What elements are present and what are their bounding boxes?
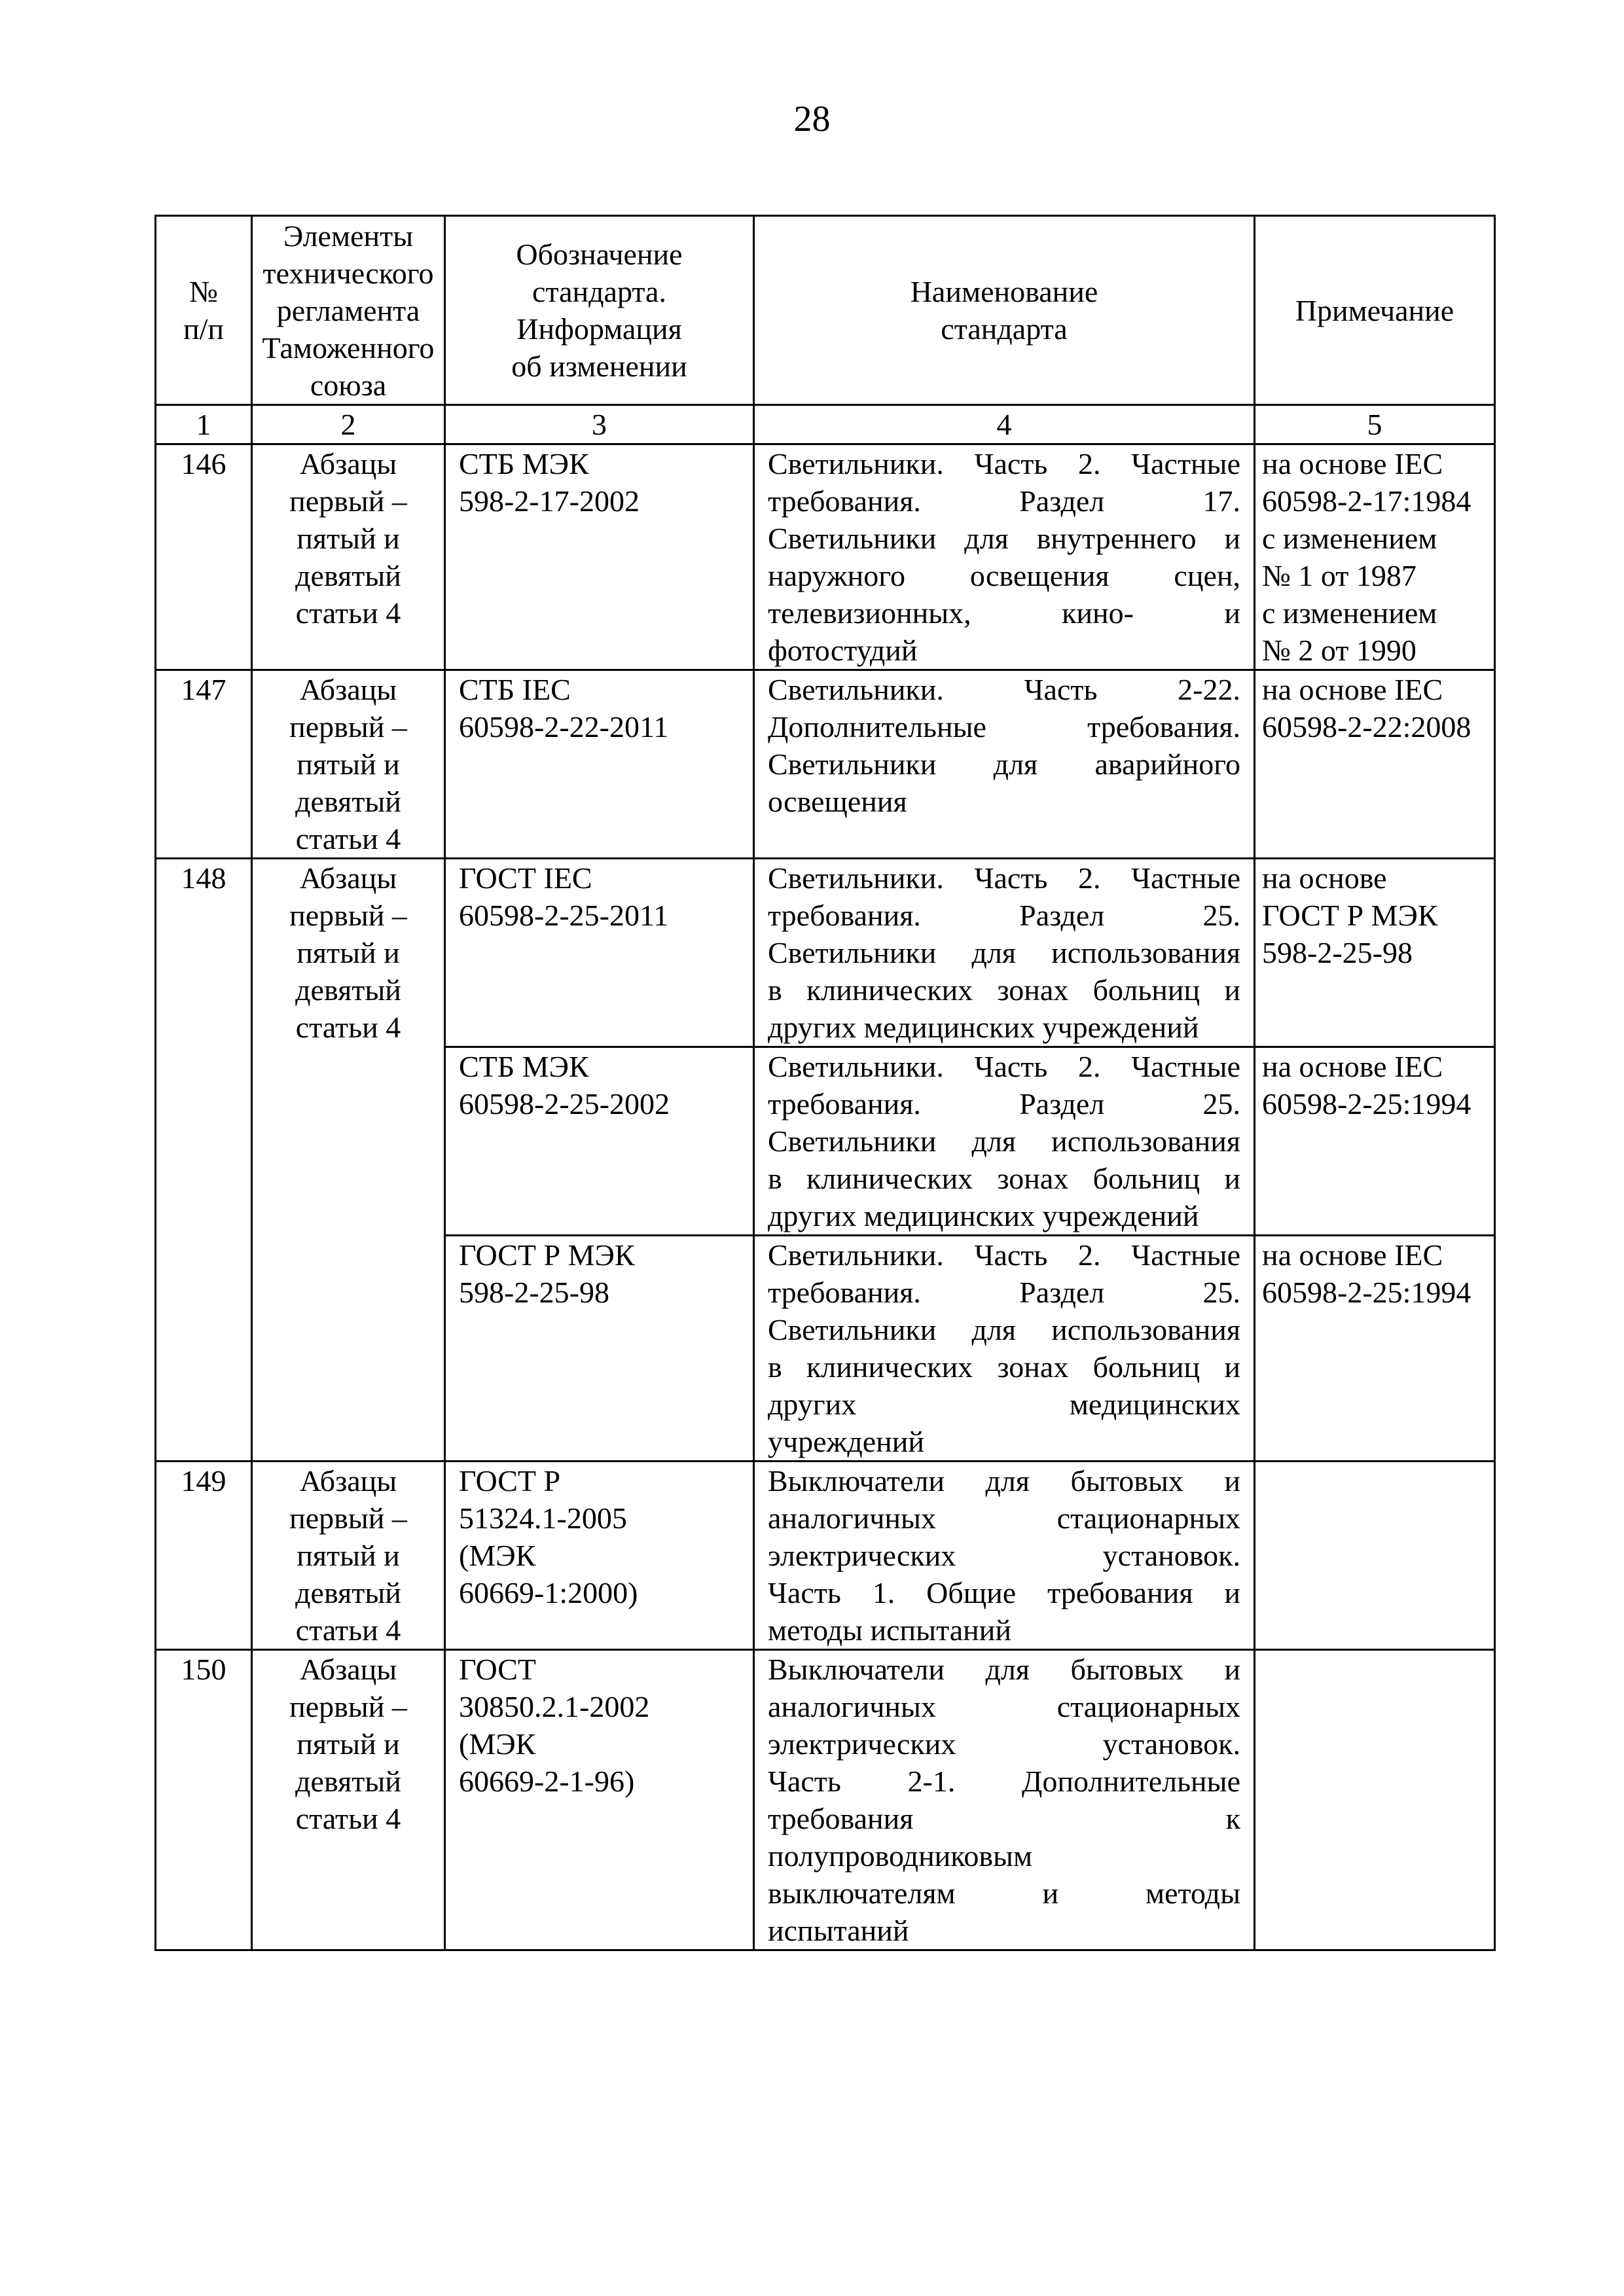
cell-line: аналогичных стационарных bbox=[768, 1690, 1240, 1723]
cell-line: Выключатели для бытовых и bbox=[768, 1464, 1240, 1498]
cell-line: 60669-2-1-96) bbox=[459, 1765, 635, 1798]
cell-line: пятый и bbox=[297, 1727, 400, 1761]
cell-line: в клинических зонах больниц и bbox=[768, 973, 1240, 1007]
row-number: 150 bbox=[156, 1650, 252, 1950]
cell-line: девятый bbox=[295, 1576, 401, 1609]
cell-line: 60598-2-25:1994 bbox=[1262, 1087, 1471, 1121]
cell-line: первый – bbox=[289, 484, 407, 518]
cell-line: других медицинских учреждений bbox=[768, 1199, 1199, 1232]
standard-note bbox=[1255, 1047, 1495, 1236]
column-number: 4 bbox=[754, 405, 1255, 444]
cell-line: аналогичных стационарных bbox=[768, 1501, 1240, 1535]
cell-line: электрических установок. bbox=[768, 1539, 1240, 1572]
header-line: Таможенного bbox=[262, 331, 435, 365]
standard-name bbox=[754, 1650, 1255, 1950]
regulation-element bbox=[252, 670, 445, 859]
header-line: № bbox=[189, 275, 218, 308]
header-line: стандарта bbox=[941, 312, 1068, 346]
standard-note bbox=[1255, 859, 1495, 1047]
cell-line: требования. Раздел 17. bbox=[768, 484, 1240, 518]
cell-line: Светильники. Часть 2. Частные bbox=[768, 1050, 1240, 1083]
cell-line: 30850.2.1-2002 bbox=[459, 1690, 650, 1723]
header-line: технического bbox=[262, 256, 434, 290]
regulation-element bbox=[252, 1462, 445, 1650]
cell-line: статьи 4 bbox=[295, 1011, 401, 1044]
standard-name bbox=[754, 1047, 1255, 1236]
standard-designation bbox=[445, 1047, 754, 1236]
standard-designation bbox=[445, 1650, 754, 1950]
cell-line: девятый bbox=[295, 973, 401, 1007]
cell-line: девятый bbox=[295, 1765, 401, 1798]
cell-line: СТБ IEC bbox=[459, 673, 571, 706]
standard-name bbox=[754, 670, 1255, 859]
cell-line: Абзацы bbox=[299, 1653, 397, 1686]
table-row bbox=[156, 444, 1495, 670]
cell-line: Светильники для аварийного bbox=[768, 747, 1240, 781]
cell-line: других медицинских учреждений bbox=[768, 1011, 1199, 1044]
cell-line: Абзацы bbox=[299, 861, 397, 895]
cell-line: пятый и bbox=[297, 522, 400, 555]
row-number: 146 bbox=[156, 444, 252, 670]
cell-line: 60598-2-22-2011 bbox=[459, 710, 669, 744]
cell-line: статьи 4 bbox=[295, 1613, 401, 1647]
row-number: 148 bbox=[156, 859, 252, 1462]
cell-line: ГОСТ IEC bbox=[459, 861, 592, 895]
regulation-element bbox=[252, 1650, 445, 1950]
cell-line: выключателям и методы bbox=[768, 1876, 1240, 1910]
standard-note bbox=[1255, 1236, 1495, 1462]
cell-line: телевизионных, кино- и bbox=[768, 596, 1240, 630]
page-number: 28 bbox=[793, 99, 831, 139]
header-line: Элементы bbox=[283, 219, 414, 253]
cell-line: в клинических зонах больниц и bbox=[768, 1350, 1240, 1384]
cell-line: Светильники для использования bbox=[768, 1124, 1240, 1158]
header-line: регламента bbox=[276, 293, 420, 327]
cell-line: пятый и bbox=[297, 747, 400, 781]
cell-line: наружного освещения сцен, bbox=[768, 559, 1240, 592]
header-line: п/п bbox=[183, 312, 224, 346]
standard-name bbox=[754, 1462, 1255, 1650]
cell-line: 598-2-25-98 bbox=[1262, 936, 1413, 969]
cell-line: СТБ МЭК bbox=[459, 1050, 589, 1083]
cell-line: требования. Раздел 25. bbox=[768, 899, 1240, 932]
cell-line: требования. Раздел 25. bbox=[768, 1087, 1240, 1121]
header-line: Примечание bbox=[1295, 293, 1454, 327]
cell-line: на основе bbox=[1262, 861, 1387, 895]
cell-line: 60598-2-22:2008 bbox=[1262, 710, 1471, 744]
standard-designation bbox=[445, 859, 754, 1047]
cell-line: освещения bbox=[768, 785, 907, 818]
header-number bbox=[156, 216, 252, 405]
header-line: Информация bbox=[516, 312, 682, 346]
cell-line: статьи 4 bbox=[295, 1802, 401, 1835]
header-designation bbox=[445, 216, 754, 405]
header-line: Обозначение bbox=[516, 238, 683, 271]
cell-line: Светильники. Часть 2. Частные bbox=[768, 1238, 1240, 1272]
standard-note bbox=[1255, 1650, 1495, 1950]
standard-name bbox=[754, 859, 1255, 1047]
cell-line: Часть 2-1. Дополнительные bbox=[768, 1765, 1240, 1798]
header-line: Наименование bbox=[910, 275, 1098, 308]
column-number-row bbox=[156, 405, 1495, 444]
cell-line: с изменением bbox=[1262, 522, 1437, 555]
cell-line: девятый bbox=[295, 785, 401, 818]
column-number: 3 bbox=[445, 405, 754, 444]
cell-line: Светильники. Часть 2-22. bbox=[768, 673, 1240, 706]
cell-line: девятый bbox=[295, 559, 401, 592]
standard-note bbox=[1255, 1462, 1495, 1650]
cell-line: Абзацы bbox=[299, 1464, 397, 1498]
cell-line: Светильники для использования bbox=[768, 1313, 1240, 1346]
standard-name bbox=[754, 1236, 1255, 1462]
cell-line: Светильники. Часть 2. Частные bbox=[768, 861, 1240, 895]
cell-line: (МЭК bbox=[459, 1727, 536, 1761]
column-number: 1 bbox=[156, 405, 252, 444]
cell-line: № 2 от 1990 bbox=[1262, 634, 1416, 667]
table-row bbox=[156, 670, 1495, 859]
header-line: стандарта. bbox=[532, 275, 666, 308]
cell-line: на основе IEC bbox=[1262, 1050, 1443, 1083]
standard-designation bbox=[445, 1236, 754, 1462]
cell-line: учреждений bbox=[768, 1425, 925, 1458]
cell-line: статьи 4 bbox=[295, 822, 401, 855]
cell-line: полупроводниковым bbox=[768, 1839, 1033, 1873]
cell-line: ГОСТ Р МЭК bbox=[459, 1238, 635, 1272]
cell-line: 598-2-25-98 bbox=[459, 1276, 609, 1309]
header-name bbox=[754, 216, 1255, 405]
cell-line: СТБ МЭК bbox=[459, 447, 589, 480]
cell-line: пятый и bbox=[297, 936, 400, 969]
cell-line: Абзацы bbox=[299, 673, 397, 706]
standard-designation bbox=[445, 670, 754, 859]
cell-line: Дополнительные требования. bbox=[768, 710, 1240, 744]
cell-line: требования. Раздел 25. bbox=[768, 1276, 1240, 1309]
cell-line: 51324.1-2005 bbox=[459, 1501, 627, 1535]
cell-line: Часть 1. Общие требования и bbox=[768, 1576, 1240, 1609]
cell-line: Светильники для внутреннего и bbox=[768, 522, 1240, 555]
cell-line: Светильники для использования bbox=[768, 936, 1240, 969]
column-number: 2 bbox=[252, 405, 445, 444]
cell-line: ГОСТ bbox=[459, 1653, 537, 1686]
row-number: 147 bbox=[156, 670, 252, 859]
cell-line: в клинических зонах больниц и bbox=[768, 1162, 1240, 1195]
standard-note bbox=[1255, 444, 1495, 670]
cell-line: 598-2-17-2002 bbox=[459, 484, 640, 518]
cell-line: ГОСТ Р МЭК bbox=[1262, 899, 1438, 932]
standard-name bbox=[754, 444, 1255, 670]
cell-line: Абзацы bbox=[299, 447, 397, 480]
standards-table bbox=[154, 215, 1496, 1951]
column-number: 5 bbox=[1255, 405, 1495, 444]
cell-line: электрических установок. bbox=[768, 1727, 1240, 1761]
cell-line: статьи 4 bbox=[295, 596, 401, 630]
header-line: об изменении bbox=[511, 350, 687, 383]
table-row bbox=[156, 1462, 1495, 1650]
cell-line: первый – bbox=[289, 1501, 407, 1535]
cell-line: на основе IEC bbox=[1262, 673, 1443, 706]
cell-line: первый – bbox=[289, 710, 407, 744]
cell-line: Выключатели для бытовых и bbox=[768, 1653, 1240, 1686]
header-line: союза bbox=[310, 368, 387, 402]
cell-line: 60598-2-17:1984 bbox=[1262, 484, 1471, 518]
table-header bbox=[156, 216, 1495, 405]
cell-line: фотостудий bbox=[768, 634, 918, 667]
regulation-element bbox=[252, 859, 445, 1462]
cell-line: Светильники. Часть 2. Частные bbox=[768, 447, 1240, 480]
cell-line: испытаний bbox=[768, 1914, 909, 1947]
standard-note bbox=[1255, 670, 1495, 859]
row-number: 149 bbox=[156, 1462, 252, 1650]
cell-line: ГОСТ Р bbox=[459, 1464, 561, 1498]
cell-line: на основе IEC bbox=[1262, 447, 1443, 480]
table-row bbox=[156, 859, 1495, 1047]
header-note bbox=[1255, 216, 1495, 405]
cell-line: № 1 от 1987 bbox=[1262, 559, 1416, 592]
cell-line: первый – bbox=[289, 1690, 407, 1723]
cell-line: (МЭК bbox=[459, 1539, 536, 1572]
cell-line: требования к bbox=[768, 1802, 1240, 1835]
cell-line: 60598-2-25:1994 bbox=[1262, 1276, 1471, 1309]
standard-designation bbox=[445, 1462, 754, 1650]
cell-line: с изменением bbox=[1262, 596, 1437, 630]
standard-designation bbox=[445, 444, 754, 670]
regulation-element bbox=[252, 444, 445, 670]
cell-line: методы испытаний bbox=[768, 1613, 1011, 1647]
cell-line: пятый и bbox=[297, 1539, 400, 1572]
table-row bbox=[156, 1650, 1495, 1950]
cell-line: первый – bbox=[289, 899, 407, 932]
cell-line: других медицинских bbox=[768, 1388, 1240, 1421]
cell-line: 60598-2-25-2002 bbox=[459, 1087, 670, 1121]
cell-line: 60669-1:2000) bbox=[459, 1576, 638, 1609]
cell-line: на основе IEC bbox=[1262, 1238, 1443, 1272]
header-elements bbox=[252, 216, 445, 405]
cell-line: 60598-2-25-2011 bbox=[459, 899, 669, 932]
